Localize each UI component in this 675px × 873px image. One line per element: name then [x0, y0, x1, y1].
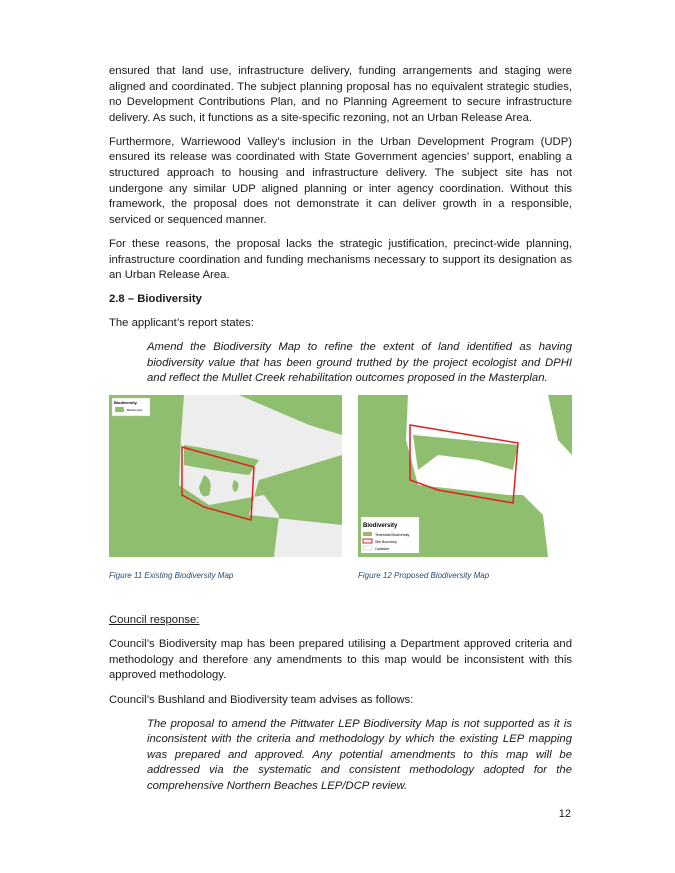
applicant-intro: The applicant’s report states: — [109, 316, 254, 329]
existing-biodiversity-map — [109, 395, 342, 557]
paragraph: For these reasons, the proposal lacks the strategic justification, precinct-wide planning, infrastructure coordination and funding mechanisms necessary to support its designation as an Urban Release Area. — [109, 237, 572, 282]
figure-caption: Figure 12 Proposed Biodiversity Map — [358, 570, 490, 580]
legend-item: Biodiversity — [127, 408, 143, 413]
figure-proposed — [358, 395, 572, 585]
figure-existing — [109, 395, 342, 585]
section-heading: 2.8 – Biodiversity — [109, 293, 202, 306]
team-intro: Council’s Bushland and Biodiversity team advises as follows: — [109, 693, 414, 706]
legend-title: Biodiversity — [363, 523, 398, 530]
legend-title: Biodiversity — [114, 400, 137, 406]
legend-item: Terrestrial Biodiversity — [375, 533, 410, 538]
legend-item: Site Boundary — [375, 540, 397, 545]
proposed-biodiversity-map — [358, 395, 572, 557]
paragraph: ensured that land use, infrastructure delivery, funding arrangements and staging were aligned and coordinated. The subject planning proposal has no equivalent strategic studies, no Development Contributions Plan, and no Planning Agreement to secure infrastructure delivery. As such, it functions as a site-specific rezoning, not an Urban Release Area. — [109, 65, 572, 124]
document-body — [109, 64, 572, 803]
legend-item: Cadastre — [375, 547, 390, 552]
figure-caption: Figure 11 Existing Biodiversity Map — [109, 570, 234, 580]
council-paragraph: Council’s Biodiversity map has been prepared utilising a Department approved criteria and methodology and therefore any amendments to this map would be inconsistent with this approved methodology. — [109, 638, 572, 682]
team-quote: The proposal to amend the Pittwater LEP Biodiversity Map is not supported as it is inconsistent with the criteria and methodology by which the existing LEP mapping was prepared and approved. Any potential amendments to this map will be addressed via the systematic and consistent methodology adopted for the comprehensive Northern Beaches LEP/DCP review. — [147, 717, 572, 793]
page-number: 12 — [558, 808, 571, 820]
council-heading: Council response: — [109, 614, 200, 627]
paragraph: Furthermore, Warriewood Valley’s inclusion in the Urban Development Program (UDP) ensured its release was coordinated with State Government agencies’ support, enabling a structured approach to housing and infrastructure delivery. The subject site has not undergone any similar UDP aligned planning or inter agency coordination. Without this framework, the proposal does not demonstrate it can deliver growth in a responsible, serviced or sequenced manner. — [109, 135, 572, 226]
applicant-quote: Amend the Biodiversity Map to refine the extent of land identified as having biodiversity value that has been ground truthed by the project ecologist and DPHI and reflect the Mullet Creek rehabilitation outcomes proposed in the Masterplan. — [147, 340, 572, 385]
figures-row — [109, 395, 572, 585]
